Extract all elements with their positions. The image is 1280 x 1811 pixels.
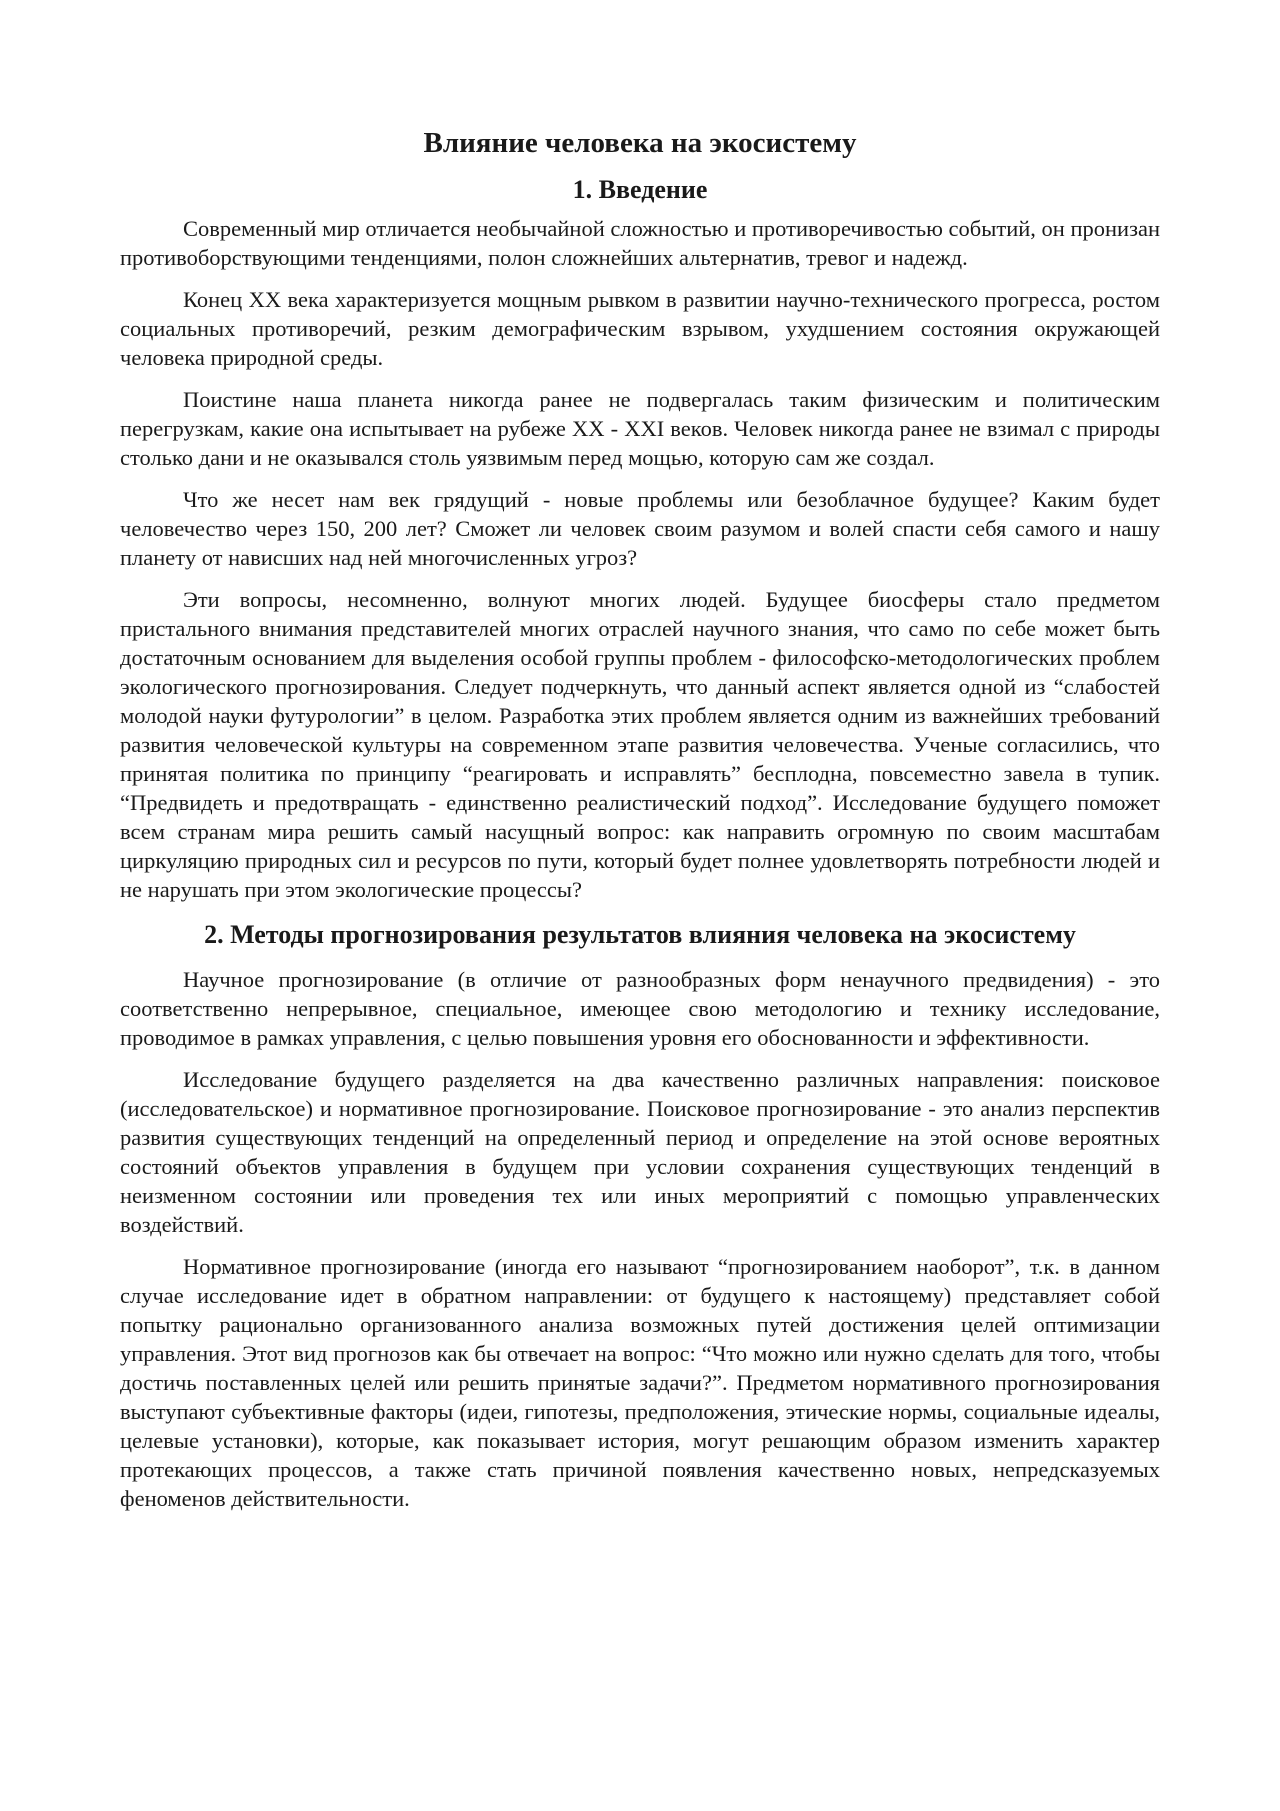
paragraph: Эти вопросы, несомненно, волнуют многих людей. Будущее биосферы стало предметом пристального внимания представителей многих отраслей научного знания, что само по себе может быть достаточным основанием для выделения особой группы проблем - философско-методологических проблем экологического прогнозирования. Следует подчеркнуть, что данный аспект является одной из “слабостей молодой науки футурологии” в целом. Разработка этих проблем является одним из важнейших требований развития человеческой культуры на современном этапе развития человечества. Ученые согласились, что принятая политика по принципу “реагировать и исправлять” бесплодна, повсеместно завела в тупик. “Предвидеть и предотвращать - единственно реалистический подход”. Исследование будущего поможет всем странам мира решить самый насущный вопрос: как направить огромную по своим масштабам циркуляцию природных сил и ресурсов по пути, который будет полнее удовлетворять потребности людей и не нарушать при этом экологические процессы? <box>120 587 1160 902</box>
paragraph: Нормативное прогнозирование (иногда его называют “прогнозированием наоборот”, т.к. в данном случае исследование идет в обратном направлении: от будущего к настоящему) представляет собой попытку рационально организованного анализа возможных путей достижения целей оптимизации управления. Этот вид прогнозов как бы отвечает на вопрос: “Что можно или нужно сделать для того, чтобы достичь поставленных целей или решить принятые задачи?”. Предметом нормативного прогнозирования выступают субъективные факторы (идеи, гипотезы, предположения, этические нормы, социальные идеалы, целевые установки), которые, как показывает история, могут решающим образом изменить характер протекающих процессов, а также стать причиной появления качественно новых, непредсказуемых феноменов действительности. <box>120 1254 1160 1511</box>
paragraph: Научное прогнозирование (в отличие от разнообразных форм ненаучного предвидения) - это соответственно непрерывное, специальное, имеющее свою методологию и технику исследование, проводимое в рамках управления, с целью повышения уровня его обоснованности и эффективности. <box>120 967 1160 1050</box>
paragraph: Что же несет нам век грядущий - новые проблемы или безоблачное будущее? Каким будет человечество через 150, 200 лет? Сможет ли человек своим разумом и волей спасти себя самого и нашу планету от нависших над ней многочисленных угроз? <box>120 487 1160 570</box>
document-title: Влияние человека на экосистему <box>423 127 857 159</box>
section-2-heading: 2. Методы прогнозирования результатов влияния человека на экосистему <box>204 920 1076 949</box>
section-1-heading: 1. Введение <box>572 175 708 204</box>
paragraph: Исследование будущего разделяется на два качественно различных направления: поисковое (исследовательское) и нормативное прогнозирование. Поисковое прогнозирование - это анализ перспектив развития существующих тенденций на определенный период и определение на этой основе вероятных состояний объектов управления в будущем при условии сохранения существующих тенденций в неизменном состоянии или проведения тех или иных мероприятий с помощью управленческих воздействий. <box>120 1067 1160 1237</box>
document-page <box>120 112 1160 1526</box>
paragraph: Конец XX века характеризуется мощным рывком в развитии научно-технического прогресса, ростом социальных противоречий, резким демографическим взрывом, ухудшением состояния окружающей человека природной среды. <box>120 287 1160 370</box>
paragraph: Современный мир отличается необычайной сложностью и противоречивостью событий, он пронизан противоборствующими тенденциями, полон сложнейших альтернатив, тревог и надежд. <box>120 216 1160 270</box>
paragraph: Поистине наша планета никогда ранее не подвергалась таким физическим и политическим перегрузкам, какие она испытывает на рубеже XX - XXI веков. Человек никогда ранее не взимал с природы столько дани и не оказывался столь уязвимым перед мощью, которую сам же создал. <box>120 387 1160 470</box>
